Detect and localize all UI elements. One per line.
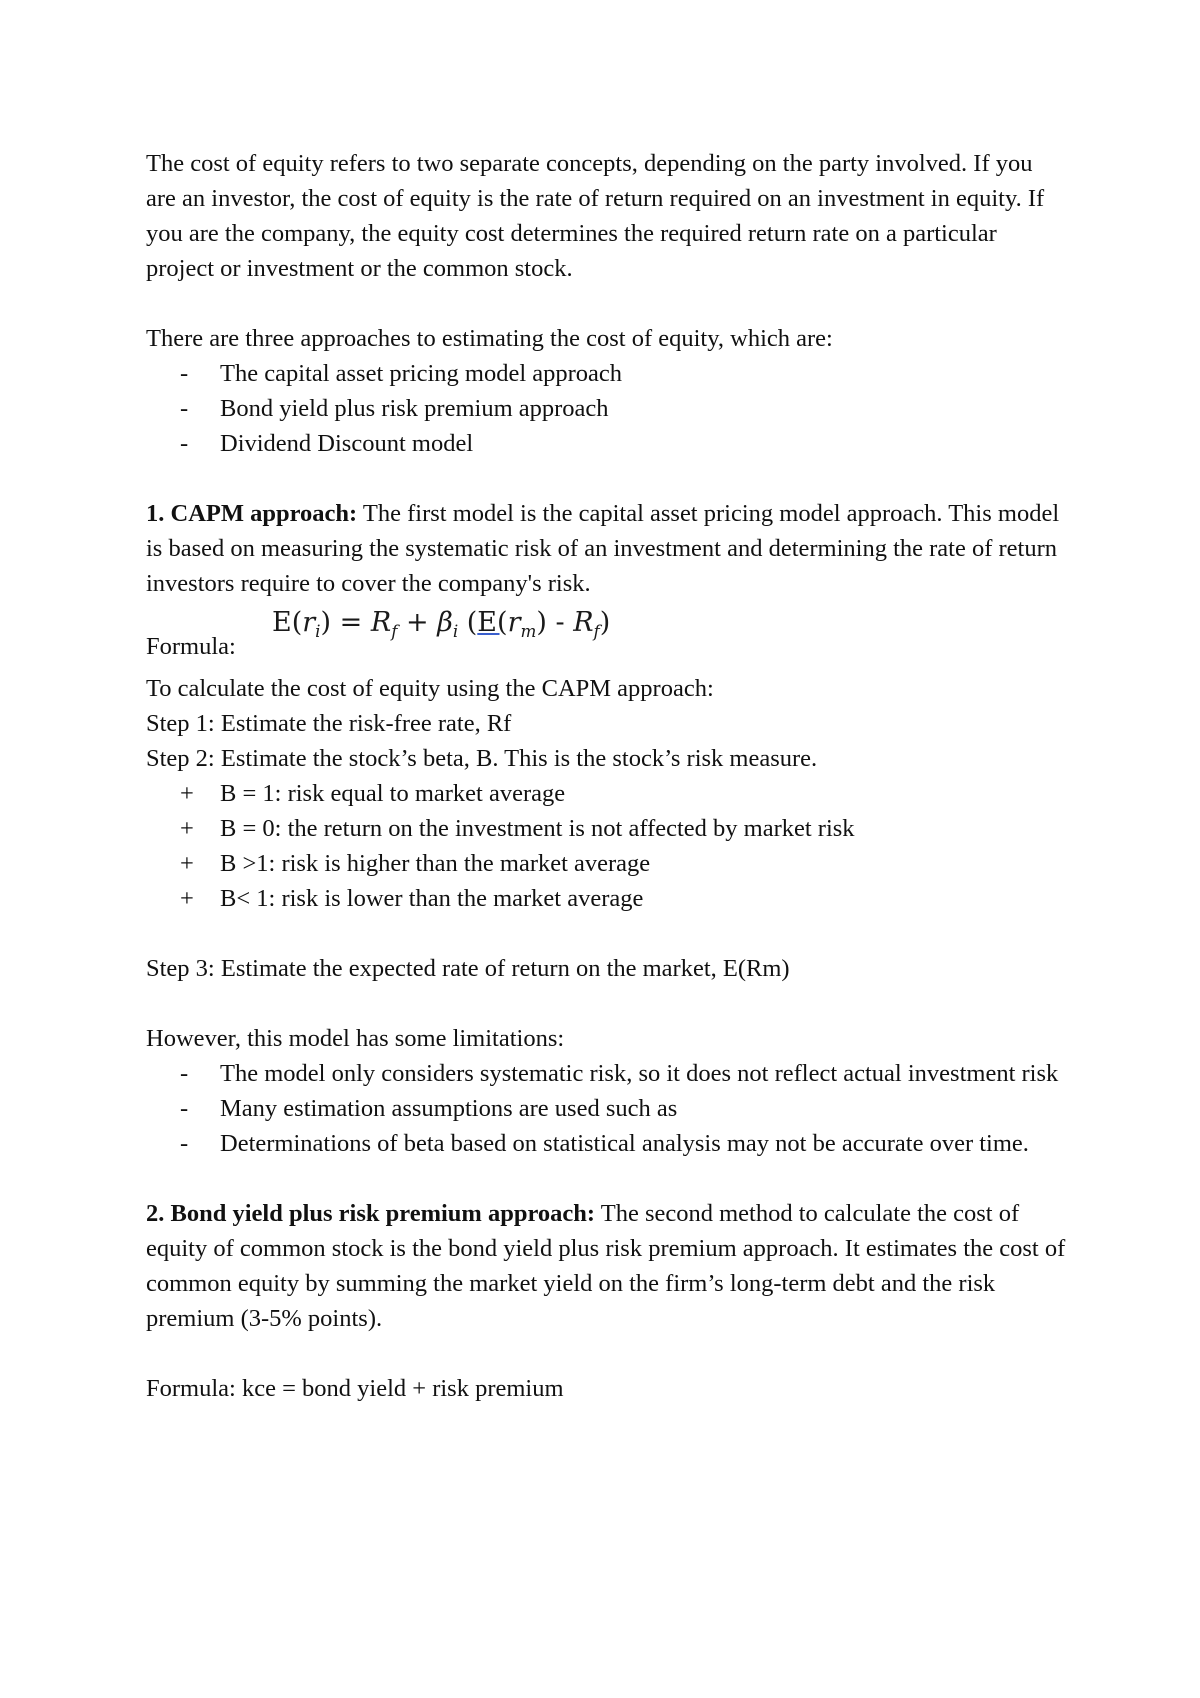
list-item-text: B< 1: risk is lower than the market average bbox=[220, 885, 644, 912]
dash-bullet: - bbox=[180, 395, 189, 422]
document-page bbox=[146, 146, 1066, 1406]
list-item bbox=[146, 1091, 1066, 1126]
list-item-text: B = 0: the return on the investment is not affected by market risk bbox=[220, 815, 855, 842]
dash-bullet: - bbox=[180, 360, 189, 387]
plus-bullet: + bbox=[180, 850, 194, 877]
dash-bullet: - bbox=[180, 430, 189, 457]
limitations-list bbox=[146, 1056, 1066, 1161]
list-item-text: The capital asset pricing model approach bbox=[220, 360, 623, 387]
capm-paragraph bbox=[146, 496, 1066, 601]
list-item-text: B = 1: risk equal to market average bbox=[220, 780, 566, 807]
list-item bbox=[146, 426, 1066, 461]
dash-bullet: - bbox=[180, 1095, 189, 1122]
dash-bullet: - bbox=[180, 1060, 189, 1087]
capm-formula-row bbox=[146, 601, 1066, 671]
list-item-text: The model only considers systematic risk, so it does not reflect actual investment risk bbox=[220, 1060, 1059, 1087]
list-item bbox=[146, 1056, 1066, 1091]
spacer bbox=[146, 1161, 1066, 1196]
list-item-text: Bond yield plus risk premium approach bbox=[220, 395, 609, 422]
approaches-lead: There are three approaches to estimating the cost of equity, which are: bbox=[146, 325, 833, 352]
list-item bbox=[146, 881, 1066, 916]
approaches-list bbox=[146, 356, 1066, 461]
formula-label: Formula: bbox=[146, 633, 236, 660]
bond-formula: Formula: kce = bond yield + risk premium bbox=[146, 1375, 564, 1402]
step-3: Step 3: Estimate the expected rate of return on the market, E(Rm) bbox=[146, 955, 790, 982]
capm-heading: 1. CAPM approach: bbox=[146, 500, 358, 527]
intro-paragraph: The cost of equity refers to two separate concepts, depending on the party involved. If you are an investor, the cost of equity is the rate of return required on an investment in equity. If you are the company, the equity cost determines the required return rate on a particular project or investment or the common stock. bbox=[146, 150, 1045, 282]
list-item-text: Many estimation assumptions are used such as bbox=[220, 1095, 678, 1122]
spacer bbox=[146, 461, 1066, 496]
list-item bbox=[146, 776, 1066, 811]
plus-bullet: + bbox=[180, 815, 194, 842]
limitations-lead: However, this model has some limitations: bbox=[146, 1025, 565, 1052]
step-1: Step 1: Estimate the risk-free rate, Rf bbox=[146, 710, 512, 737]
list-item-text: Dividend Discount model bbox=[220, 430, 474, 457]
list-item bbox=[146, 811, 1066, 846]
list-item bbox=[146, 391, 1066, 426]
capm-formula: $E(r_i) = R_f + \beta_i$ $(E(r_m) - R_f)$ bbox=[272, 607, 611, 641]
capm-text: The first model is the capital asset pricing model approach. This model is based on measuring the systematic risk of an investment and determining the rate of return investors require to cover the company's risk. bbox=[146, 500, 1060, 597]
bond-heading: 2. Bond yield plus risk premium approach: bbox=[146, 1200, 596, 1227]
beta-list bbox=[146, 776, 1066, 916]
bond-text: The second method to calculate the cost of equity of common stock is the bond yield plus risk premium approach. It estimates the cost of common equity by summing the market yield on the firm’s long-term debt and the risk premium (3-5% points). bbox=[146, 1200, 1066, 1332]
bond-paragraph bbox=[146, 1196, 1066, 1336]
dash-bullet: - bbox=[180, 1130, 189, 1157]
spacer bbox=[146, 916, 1066, 951]
list-item-text: Determinations of beta based on statistical analysis may not be accurate over time. bbox=[220, 1130, 1029, 1157]
list-item-text: B >1: risk is higher than the market average bbox=[220, 850, 651, 877]
list-item bbox=[146, 356, 1066, 391]
spacer bbox=[146, 986, 1066, 1021]
list-item bbox=[146, 1126, 1066, 1161]
spacer bbox=[146, 1336, 1066, 1371]
step-2: Step 2: Estimate the stock’s beta, B. This is the stock’s risk measure. bbox=[146, 745, 818, 772]
plus-bullet: + bbox=[180, 780, 194, 807]
steps-intro: To calculate the cost of equity using the CAPM approach: bbox=[146, 675, 714, 702]
list-item bbox=[146, 846, 1066, 881]
plus-bullet: + bbox=[180, 885, 194, 912]
spacer bbox=[146, 286, 1066, 321]
